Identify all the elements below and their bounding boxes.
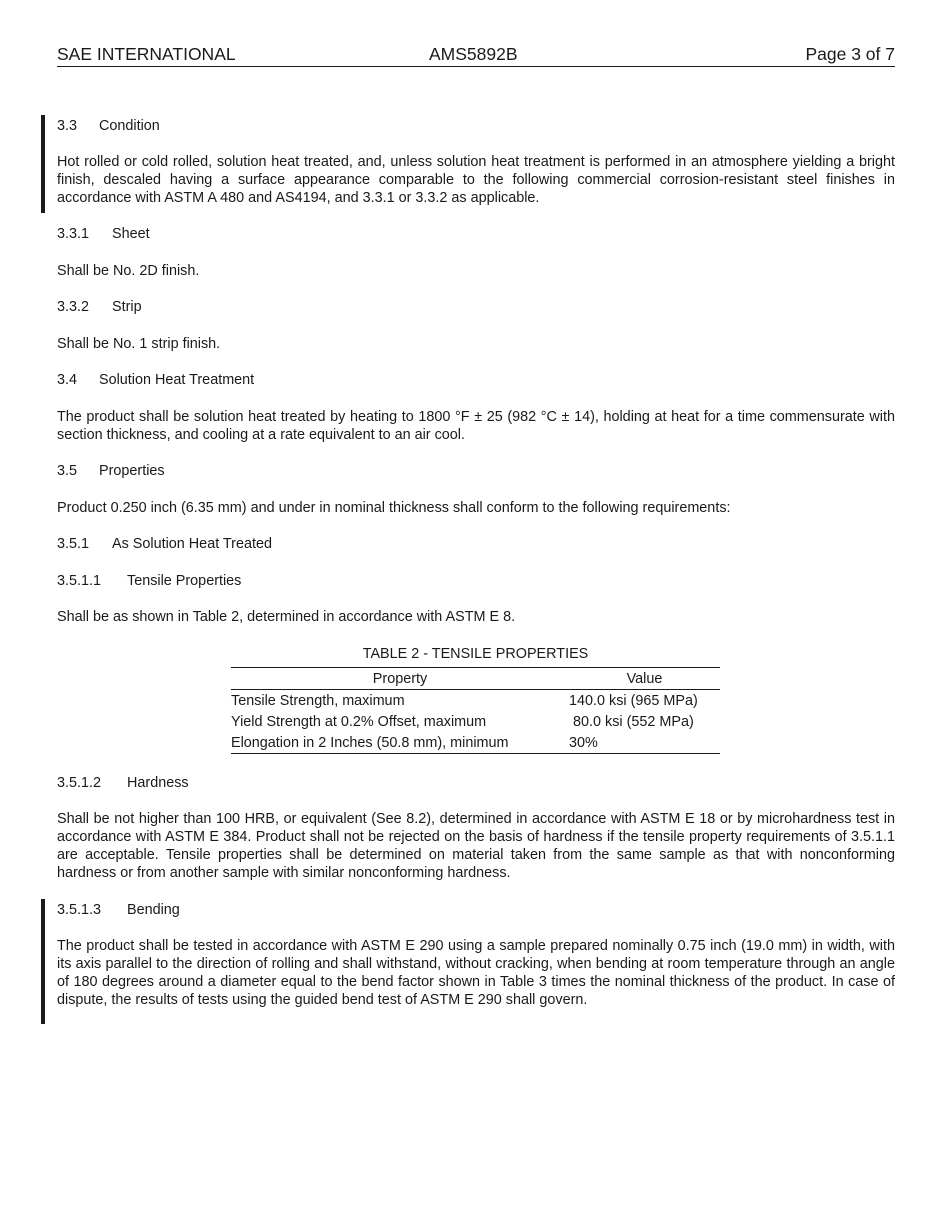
section-body-3-5-1-2: Shall be not higher than 100 HRB, or equivalent (See 8.2), determined in accordance with ASTM E 18 or by microhardness test in accordance with ASTM E 384. Product shall not be rejected on the basis of hardness if the tensile property requirements of 3.5.1.1 are acceptable. Tensile properties shall be determined on material taken from the same sample as that with nonconforming hardness or from another sample with similar nonconforming hardness.: [57, 811, 895, 881]
page-header: [57, 44, 895, 67]
section-number: 3.5.1.1: [57, 573, 102, 589]
header-organization: SAE INTERNATIONAL: [57, 44, 236, 64]
table-cell-value: 80.0 ksi (552 MPa): [569, 714, 694, 730]
table-cell-property: Tensile Strength, maximum: [231, 693, 405, 709]
section-title: Solution Heat Treatment: [99, 372, 255, 388]
section-body-3-5-1-1: Shall be as shown in Table 2, determined in accordance with ASTM E 8.: [57, 609, 516, 625]
table-cell-value: 30%: [569, 735, 598, 751]
section-number: 3.5.1: [57, 536, 90, 552]
table-cell-value: 140.0 ksi (965 MPa): [569, 693, 698, 709]
section-body-3-5-1-3: The product shall be tested in accordance with ASTM E 290 using a sample prepared nominally 0.75 inch (19.0 mm) in width, with its axis parallel to the direction of rolling and shall withstand, without cracking, when bending at room temperature through an angle of 180 degrees around a diameter equal to the bend factor shown in Table 3 times the nominal thickness of the product. In case of dispute, the results of tests using the guided bend test of ASTM E 290 shall govern.: [57, 938, 895, 1008]
section-heading-3-5: [57, 462, 895, 480]
column-header-value: Value: [626, 671, 663, 687]
section-heading-3-3-1: [57, 225, 895, 243]
section-body-3-4: The product shall be solution heat treated by heating to 1800 °F ± 25 (982 °C ± 14), holding at heat for a time commensurate with section thickness, and cooling at a rate equivalent to an air cool.: [57, 409, 895, 443]
header-document-number: AMS5892B: [429, 44, 518, 64]
section-heading-3-3: [57, 117, 895, 135]
column-header-property: Property: [372, 671, 428, 687]
table-cell-property: Yield Strength at 0.2% Offset, maximum: [231, 714, 487, 730]
section-number: 3.5: [57, 463, 78, 479]
section-heading-3-4: [57, 371, 895, 389]
section-number: 3.3: [57, 118, 78, 134]
section-body-3-3: Hot rolled or cold rolled, solution heat treated, and, unless solution heat treatment is performed in an atmosphere yielding a bright finish, descaled having a surface appearance comparable to the following commercial corrosion-resistant steel finishes in accordance with ASTM A 480 and AS4194, and 3.3.1 or 3.3.2 as applicable.: [57, 154, 895, 206]
table-cell-property: Elongation in 2 Inches (50.8 mm), minimum: [231, 735, 509, 751]
table-row: [231, 711, 720, 732]
section-heading-3-5-1-3: [57, 901, 895, 919]
section-title: Strip: [112, 299, 142, 315]
section-number: 3.5.1.2: [57, 775, 102, 791]
section-title: Hardness: [127, 775, 189, 791]
section-number: 3.3.1: [57, 226, 90, 242]
section-number: 3.4: [57, 372, 78, 388]
section-number: 3.5.1.3: [57, 902, 102, 918]
section-title: Sheet: [112, 226, 150, 242]
header-page-number: Page 3 of 7: [805, 44, 895, 64]
section-title: Bending: [127, 902, 180, 918]
table-header-row: [231, 668, 720, 690]
section-title: Properties: [99, 463, 165, 479]
section-body-3-3-1: Shall be No. 2D finish.: [57, 263, 200, 279]
section-body-3-3-2: Shall be No. 1 strip finish.: [57, 336, 221, 352]
revision-change-bar: [41, 899, 45, 1024]
section-heading-3-5-1-1: [57, 572, 895, 590]
section-body-3-5: Product 0.250 inch (6.35 mm) and under in nominal thickness shall conform to the following requirements:: [57, 500, 731, 516]
section-heading-3-5-1: [57, 535, 895, 553]
section-heading-3-3-2: [57, 298, 895, 316]
section-title: Condition: [99, 118, 160, 134]
table-row: [231, 690, 720, 712]
tensile-properties-table: [231, 667, 720, 754]
section-number: 3.3.2: [57, 299, 90, 315]
section-title: As Solution Heat Treated: [112, 536, 272, 552]
section-title: Tensile Properties: [127, 573, 242, 589]
section-heading-3-5-1-2: [57, 774, 895, 792]
table-row: [231, 732, 720, 754]
revision-change-bar: [41, 115, 45, 213]
table-title: TABLE 2 - TENSILE PROPERTIES: [362, 646, 589, 662]
